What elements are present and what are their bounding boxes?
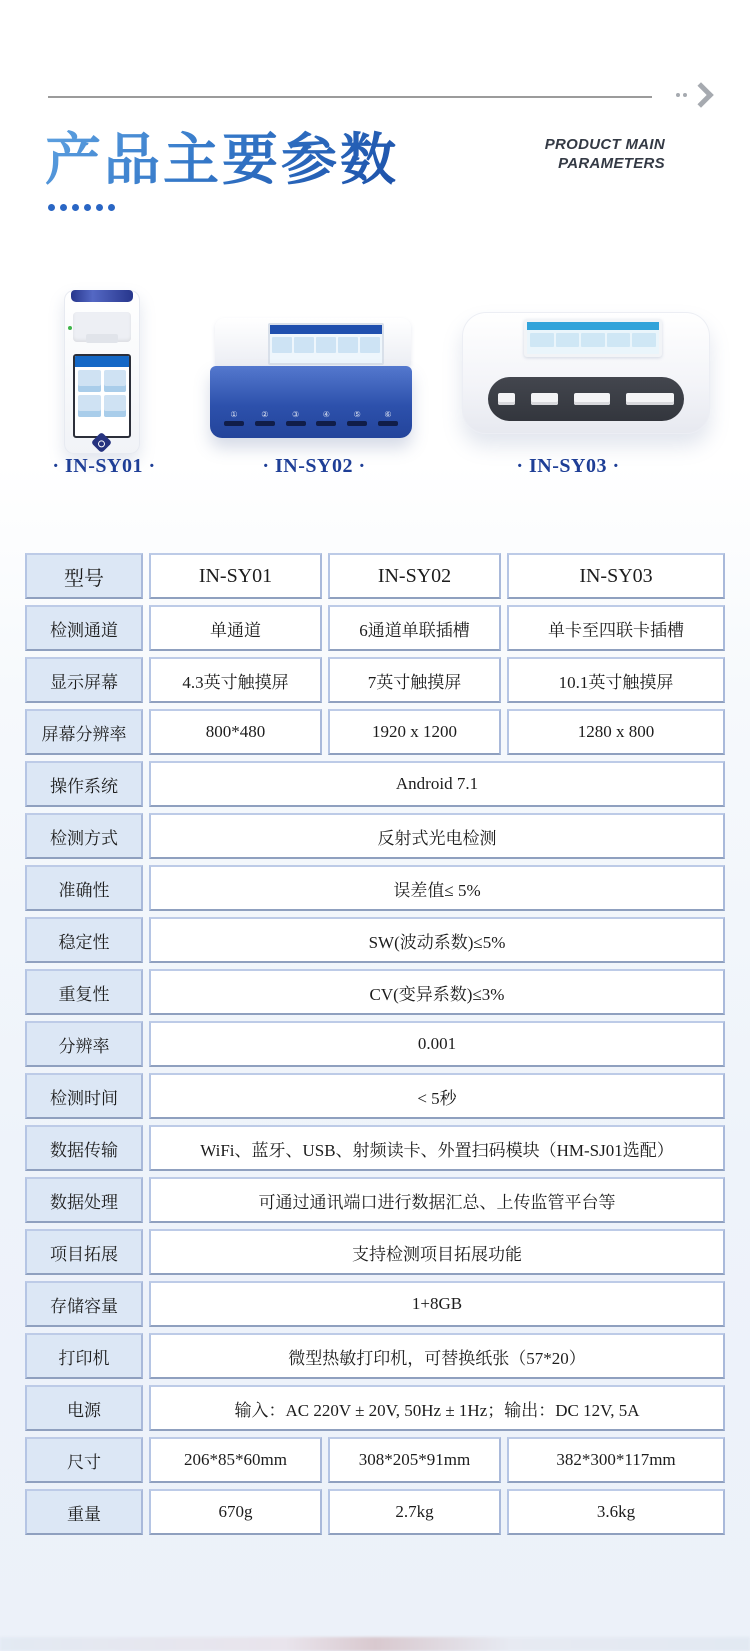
slot-number: ⑥	[384, 410, 392, 419]
row-value: 1280 x 800	[507, 709, 725, 755]
row-value: CV(变异系数)≤3%	[149, 969, 725, 1015]
device2-test-slots	[224, 411, 398, 426]
row-value: 0.001	[149, 1021, 725, 1067]
row-label: 型号	[25, 553, 143, 599]
test-slot	[378, 411, 398, 426]
row-value: IN-SY03	[507, 553, 725, 599]
row-value: 206*85*60mm	[149, 1437, 322, 1483]
row-value: Android 7.1	[149, 761, 725, 807]
row-value: 10.1英寸触摸屏	[507, 657, 725, 703]
test-slot	[224, 411, 244, 426]
row-label: 存储容量	[25, 1281, 143, 1327]
slot-opening	[316, 421, 336, 426]
screen-tile	[272, 337, 292, 353]
slot-number: ②	[261, 410, 269, 419]
table-row	[25, 761, 725, 807]
screen-tile	[316, 337, 336, 353]
table-row	[25, 969, 725, 1015]
row-value: 382*300*117mm	[507, 1437, 725, 1483]
row-value: 7英寸触摸屏	[328, 657, 501, 703]
row-value: 3.6kg	[507, 1489, 725, 1535]
device1-top-cap	[71, 290, 133, 302]
screen-tile	[78, 395, 101, 417]
row-value: 308*205*91mm	[328, 1437, 501, 1483]
screen-tile	[294, 337, 314, 353]
slot-number: ③	[292, 410, 300, 419]
row-value: IN-SY02	[328, 553, 501, 599]
page-subtitle-line2: PARAMETERS	[558, 154, 665, 172]
row-label: 项目拓展	[25, 1229, 143, 1275]
row-value: < 5秒	[149, 1073, 725, 1119]
table-row	[25, 865, 725, 911]
device2-lower-body	[210, 366, 412, 438]
table-row	[25, 1333, 725, 1379]
screen-tile	[581, 333, 605, 347]
slot-number: ⑤	[353, 410, 361, 419]
row-value: 1+8GB	[149, 1281, 725, 1327]
table-row	[25, 605, 725, 651]
device1-screen-header	[75, 356, 129, 367]
screen-tile	[104, 370, 127, 392]
screen-tile	[104, 395, 127, 417]
next-section-preview-strip	[0, 1637, 750, 1651]
arrow-dot	[676, 93, 680, 97]
screen-tile	[338, 337, 358, 353]
slot-opening	[224, 421, 244, 426]
header-divider-line	[48, 96, 652, 98]
table-row	[25, 709, 725, 755]
accent-dot	[108, 204, 115, 211]
row-value: 输入：AC 220V ± 20V, 50Hz ± 1Hz；输出：DC 12V, 5A	[149, 1385, 725, 1431]
product-image-in-sy01	[64, 290, 140, 454]
screen-tile	[632, 333, 656, 347]
screen-tile	[556, 333, 580, 347]
product-label-in-sy01: · IN-SY01 ·	[52, 455, 156, 477]
chevron-right-icon	[676, 86, 710, 104]
row-label: 电源	[25, 1385, 143, 1431]
table-row	[25, 1177, 725, 1223]
slot-opening	[255, 421, 275, 426]
slot-number: ①	[230, 410, 238, 419]
screen-tile	[78, 370, 101, 392]
table-row	[25, 813, 725, 859]
row-value: WiFi、蓝牙、USB、射频读卡、外置扫码模块（HM-SJ01选配）	[149, 1125, 725, 1171]
row-value: 1920 x 1200	[328, 709, 501, 755]
title-accent-dots	[48, 204, 115, 211]
test-slot	[255, 411, 275, 426]
table-row	[25, 657, 725, 703]
page-subtitle	[545, 136, 665, 174]
row-value: 反射式光电检测	[149, 813, 725, 859]
row-label: 准确性	[25, 865, 143, 911]
screen-tile	[530, 333, 554, 347]
row-value: SW(波动系数)≤5%	[149, 917, 725, 963]
row-label: 操作系统	[25, 761, 143, 807]
row-label: 分辨率	[25, 1021, 143, 1067]
device3-screen-header	[527, 322, 659, 330]
accent-dot	[48, 204, 55, 211]
table-row	[25, 1021, 725, 1067]
device1-led-indicator	[68, 326, 72, 330]
slot-opening	[378, 421, 398, 426]
row-value: 单卡至四联卡插槽	[507, 605, 725, 651]
screen-tile	[360, 337, 380, 353]
row-value: 6通道单联插槽	[328, 605, 501, 651]
table-row	[25, 917, 725, 963]
row-label: 屏幕分辨率	[25, 709, 143, 755]
row-label: 检测方式	[25, 813, 143, 859]
table-row	[25, 1437, 725, 1483]
test-slot	[286, 411, 306, 426]
device3-touchscreen	[524, 319, 662, 357]
device1-screen-tiles	[75, 367, 129, 420]
row-label: 数据处理	[25, 1177, 143, 1223]
accent-dot	[60, 204, 67, 211]
row-label: 数据传输	[25, 1125, 143, 1171]
test-slot	[347, 411, 367, 426]
accent-dot	[96, 204, 103, 211]
product-label-in-sy02: · IN-SY02 ·	[262, 455, 366, 477]
row-value: 2.7kg	[328, 1489, 501, 1535]
card-slot	[531, 393, 558, 405]
card-slot	[498, 393, 515, 405]
power-icon	[97, 439, 107, 449]
slot-number: ④	[322, 410, 330, 419]
chevron-glyph	[688, 82, 713, 107]
spec-table	[25, 553, 725, 1541]
screen-tile	[607, 333, 631, 347]
arrow-dot	[683, 93, 687, 97]
table-row	[25, 1229, 725, 1275]
row-label: 打印机	[25, 1333, 143, 1379]
product-image-in-sy03	[462, 312, 710, 434]
row-label: 稳定性	[25, 917, 143, 963]
slot-opening	[347, 421, 367, 426]
device2-screen-tiles	[270, 334, 382, 356]
table-row	[25, 553, 725, 599]
device1-printer-lip	[86, 334, 118, 343]
row-value: 单通道	[149, 605, 322, 651]
row-label: 重量	[25, 1489, 143, 1535]
row-label: 重复性	[25, 969, 143, 1015]
device3-card-slot-panel	[488, 377, 684, 421]
row-label: 检测通道	[25, 605, 143, 651]
row-label: 检测时间	[25, 1073, 143, 1119]
row-value: 误差值≤ 5%	[149, 865, 725, 911]
card-slot	[626, 393, 674, 405]
accent-dot	[84, 204, 91, 211]
table-row	[25, 1489, 725, 1535]
accent-dot	[72, 204, 79, 211]
device1-touchscreen	[73, 354, 131, 438]
row-value: 4.3英寸触摸屏	[149, 657, 322, 703]
row-label: 尺寸	[25, 1437, 143, 1483]
row-value: IN-SY01	[149, 553, 322, 599]
slot-opening	[286, 421, 306, 426]
product-label-in-sy03: · IN-SY03 ·	[516, 455, 620, 477]
page-title: 产品主要参数	[45, 116, 399, 196]
device2-touchscreen	[268, 323, 384, 365]
device3-screen-tiles	[527, 330, 659, 350]
row-value: 670g	[149, 1489, 322, 1535]
row-value: 微型热敏打印机，可替换纸张（57*20）	[149, 1333, 725, 1379]
table-row	[25, 1125, 725, 1171]
device2-screen-header	[270, 325, 382, 334]
table-row	[25, 1385, 725, 1431]
page-subtitle-line1: PRODUCT MAIN	[544, 136, 665, 153]
table-row	[25, 1073, 725, 1119]
row-value: 可通过通讯端口进行数据汇总、上传监管平台等	[149, 1177, 725, 1223]
card-slot	[574, 393, 610, 405]
test-slot	[316, 411, 336, 426]
product-image-in-sy02	[210, 318, 412, 438]
row-value: 支持检测项目拓展功能	[149, 1229, 725, 1275]
row-value: 800*480	[149, 709, 322, 755]
row-label: 显示屏幕	[25, 657, 143, 703]
table-row	[25, 1281, 725, 1327]
